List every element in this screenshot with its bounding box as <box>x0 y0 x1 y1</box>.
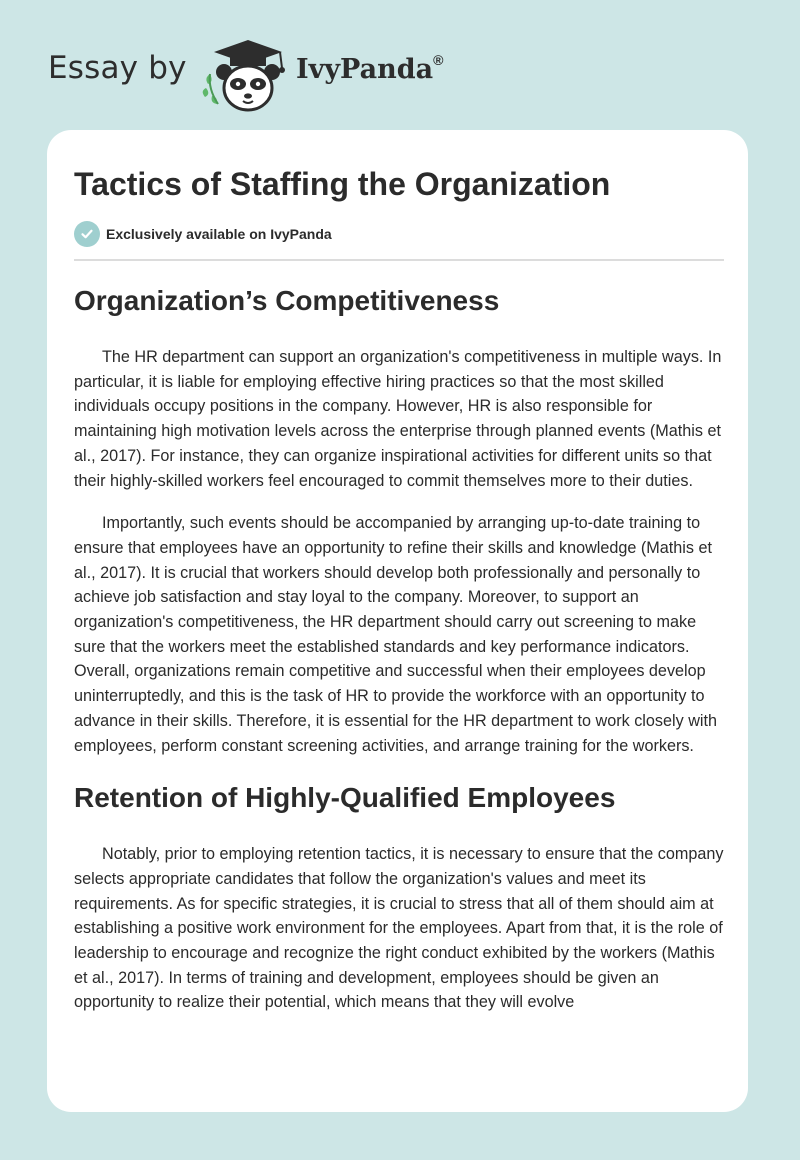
essay-by-label: Essay by <box>48 50 187 86</box>
essay-card <box>47 130 748 1112</box>
essay-content <box>74 164 724 1015</box>
exclusive-badge <box>74 221 724 247</box>
check-circle-icon <box>74 221 100 247</box>
section-heading-retention: Retention of Highly-Qualified Employees <box>74 782 616 814</box>
registered-mark: ® <box>433 52 444 68</box>
page-title: Tactics of Staffing the Organization <box>74 166 611 202</box>
exclusive-label: Exclusively available on IvyPanda <box>106 226 332 242</box>
section-heading-competitiveness: Organization’s Competitiveness <box>74 285 500 316</box>
paragraph: Importantly, such events should be accompanied by arranging up-to-date training to ensure that employees have an opportunity to refine their skills and knowledge (Mathis et al., 2017). It is crucial that workers should develop both professionally and personally to achieve job satisfaction and stay loyal to the company. Moreover, to support an organization's competitiveness, the HR department should carry out screening to make sure that the workers meet the established standards and key performance indicators. Overall, organizations remain competitive and successful when their employees develop uninterruptedly, and this is the task of HR to provide the workforce with an opportunity to advance in their skills. Therefore, it is essential for the HR department to work closely with employees, perform constant screening activities, and arrange training for the workers. <box>74 514 717 755</box>
paragraph: Notably, prior to employing retention tactics, it is necessary to ensure that the company selects appropriate candidates that follow the organization's values and meet its requirements. As for specific strategies, it is crucial to stress that all of them should aim at establishing a positive work environment for the employees. Apart from that, it is the role of leadership to encourage and recognize the right conduct exhibited by the workers (Mathis et al., 2017). In terms of training and development, employees should be given an opportunity to realize their potential, which means that they will evolve <box>74 845 724 1012</box>
site-header <box>0 0 800 130</box>
brand-name[interactable]: IvyPanda® <box>296 52 444 85</box>
panda-graduation-cap-logo[interactable] <box>196 34 292 114</box>
divider <box>74 259 724 261</box>
paragraph: The HR department can support an organization's competitiveness in multiple ways. In particular, it is liable for employing effective hiring practices so that the most skilled individuals occupy positions in the company. However, HR is also responsible for maintaining high motivation levels across the enterprise through planned events (Mathis et al., 2017). For instance, they can organize inspirational activities for different units so that their highly-skilled workers feel encouraged to commit themselves more to their duties. <box>74 348 722 490</box>
